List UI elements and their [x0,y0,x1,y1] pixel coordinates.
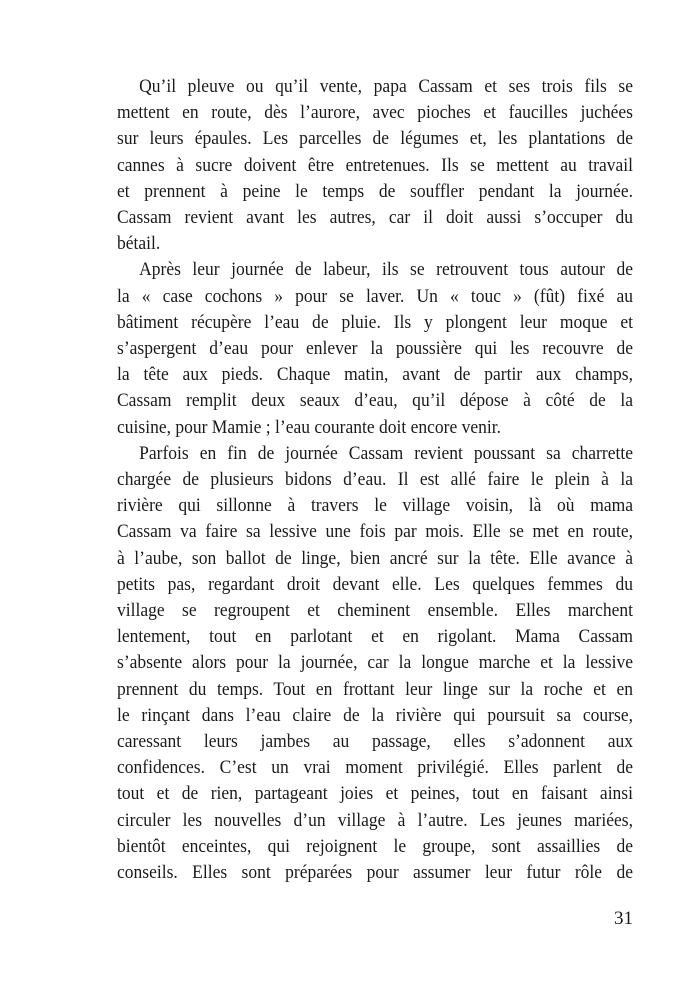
text-line: mettent en route, dès l’aurore, avec pioches et faucilles juchées [117,102,633,124]
text-line: le rinçant dans l’eau claire de la rivière qui poursuit sa course, [117,704,633,726]
text-line: lentement, tout en parlotant et en rigolant. Mama Cassam [117,626,633,648]
text-line: et prennent à peine le temps de souffler pendant la journée. [117,180,633,202]
text-line: cuisine, pour Mamie ; l’eau courante doit encore venir. [117,416,502,438]
body-text [117,74,633,886]
text-line: Après leur journée de labeur, ils se retrouvent tous autour de [139,259,633,281]
text-line: circuler les nouvelles d’un village à l’autre. Les jeunes mariées, [117,809,633,831]
text-line: cannes à sucre doivent être entretenues. Ils se mettent au travail [117,154,633,176]
text-line: Parfois en fin de journée Cassam revient poussant sa charrette [139,442,633,464]
paragraph [117,257,633,440]
text-line: la « case cochons » pour se laver. Un « touc » (fût) fixé au [117,285,633,307]
text-line: Cassam va faire sa lessive une fois par mois. Elle se met en route, [117,521,633,543]
paragraph [117,74,633,257]
text-line: sur leurs épaules. Les parcelles de légumes et, les plantations de [117,128,633,150]
text-line: prennent du temps. Tout en frottant leur linge sur la roche et en [117,678,633,700]
text-line: bétail. [117,233,161,255]
text-line: Cassam remplit deux seaux d’eau, qu’il dépose à côté de la [117,390,633,412]
page-number: 31 [614,908,633,929]
text-line: village se regroupent et cheminent ensemble. Elles marchent [117,600,633,622]
text-line: petits pas, regardant droit devant elle. Les quelques femmes du [117,573,633,595]
text-line: bâtiment récupère l’eau de pluie. Ils y plongent leur moque et [117,311,633,333]
text-line: s’absente alors pour la journée, car la longue marche et la lessive [117,652,633,674]
text-line: bientôt enceintes, qui rejoignent le groupe, sont assaillies de [117,835,633,857]
text-line: Qu’il pleuve ou qu’il vente, papa Cassam et ses trois fils se [139,76,633,97]
text-line: Cassam revient avant les autres, car il doit aussi s’occuper du [117,207,633,229]
text-line: tout et de rien, partageant joies et peines, tout en faisant ainsi [117,783,633,805]
text-line: chargée de plusieurs bidons d’eau. Il est allé faire le plein à la [117,469,633,491]
text-line: à l’aube, son ballot de linge, bien ancré sur la tête. Elle avance à [117,547,633,569]
text-line: s’aspergent d’eau pour enlever la poussière qui les recouvre de [117,338,633,360]
text-line: conseils. Elles sont préparées pour assumer leur futur rôle de [117,862,633,884]
paragraph [117,441,633,886]
text-line: la tête aux pieds. Chaque matin, avant de partir aux champs, [117,364,633,386]
text-line: confidences. C’est un vrai moment privilégié. Elles parlent de [117,757,633,779]
text-line: caressant leurs jambes au passage, elles s’adonnent aux [117,731,633,753]
text-line: rivière qui sillonne à travers le village voisin, là où mama [117,495,633,517]
